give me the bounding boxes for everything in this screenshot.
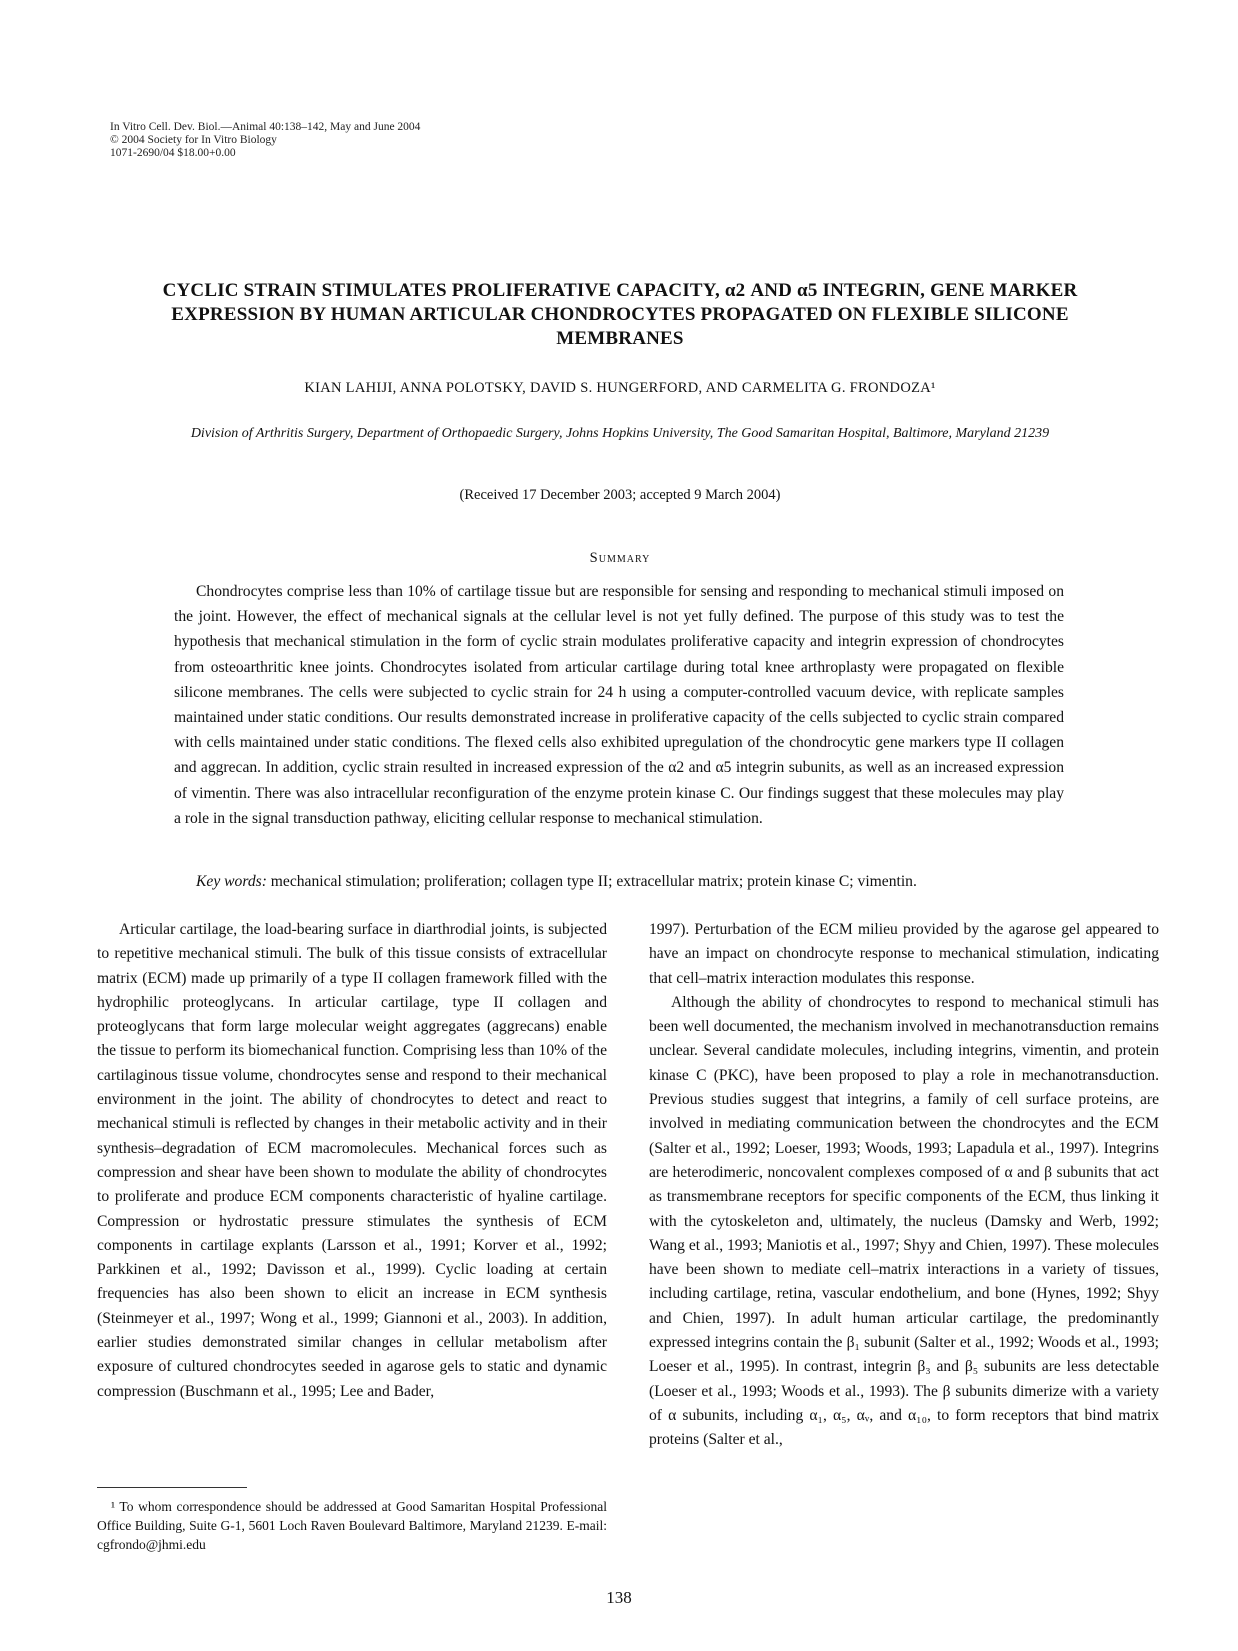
journal-header — [110, 121, 420, 160]
journal-citation: In Vitro Cell. Dev. Biol.—Animal 40:138–142, May and June 2004 — [110, 121, 421, 133]
footnote-divider — [97, 1487, 247, 1488]
body-left-column — [97, 918, 607, 1404]
received-dates: (Received 17 December 2003; accepted 9 March 2004) — [459, 487, 781, 503]
intro-paragraph-2: Although the ability of chondrocytes to respond to mechanical stimuli has been well documented, the mechanism involved in mechanotransduction remains unclear. Several candidate molecules, including integrins, vimentin, and protein kinase C (PKC), have been proposed to play a role in mechanotransduction. Previous studies suggest that integrins, a family of cell surface proteins, are involved in mediating communication between the chondrocytes and the ECM (Salter et al., 1992; Loeser, 1993; Woods, 1993; Lapadula et al., 1997). Integrins are heterodimeric, noncovalent complexes composed of α and β subunits that act as transmembrane receptors for specific components of the ECM, thus linking it with the cytoskeleton and, ultimately, the nucleus (Damsky and Werb, 1992; Wang et al., 1993; Maniotis et al., 1997; Shyy and Chien, 1997). These molecules have been shown to mediate cell–matrix interactions in a variety of tissues, including cartilage, retina, vascular endothelium, and bone (Hynes, 1992; Shyy and Chien, 1997). In adult human articular cartilage, the predominantly expressed integrins contain the β₁ subunit (Salter et al., 1992; Woods et al., 1993; Loeser et al., 1995). In contrast, integrin β₃ and β₅ subunits are less detectable (Loeser et al., 1993; Woods et al., 1993). The β subunits dimerize with a variety of α subunits, including α₁, α₅, αᵥ, and α₁₀, to form receptors that bind matrix proteins (Salter et al., — [649, 993, 1159, 1449]
keywords-text: mechanical stimulation; proliferation; collagen type II; extracellular matrix; protein kinase C; vimentin. — [266, 873, 917, 890]
correspondence-footnote: ¹ To whom correspondence should be addressed at Good Samaritan Hospital Professional Office Building, Suite G-1, 5601 Loch Raven Boulevard Baltimore, Maryland 21239. E-mail: cgfrondo@jhmi.edu — [97, 1499, 607, 1552]
copyright-line: © 2004 Society for In Vitro Biology — [110, 134, 277, 146]
summary-text: Chondrocytes comprise less than 10% of cartilage tissue but are responsible for sensing and responding to mechanical stimuli imposed on the joint. However, the effect of mechanical signals at the cellular level is not yet fully defined. The purpose of this study was to test the hypothesis that mechanical stimulation in the form of cyclic strain modulates proliferative capacity and integrin expression of chondrocytes from osteoarthritic knee joints. Chondrocytes isolated from articular cartilage during total knee arthroplasty were propagated on flexible silicone membranes. The cells were subjected to cyclic strain for 24 h using a computer-controlled vacuum device, with replicate samples maintained under static conditions. Our results demonstrated increase in proliferative capacity of the cells subjected to cyclic strain compared with cells maintained under static conditions. The flexed cells also exhibited upregulation of the chondrocytic gene markers type II collagen and aggrecan. In addition, cyclic strain resulted in increased expression of the α2 and α5 integrin subunits, as well as an increased expression of vimentin. There was also intracellular reconfiguration of the enzyme protein kinase C. Our findings suggest that these molecules may play a role in the signal transduction pathway, eliciting cellular response to mechanical stimulation. — [174, 583, 1064, 827]
intro-paragraph-1-continued: 1997). Perturbation of the ECM milieu provided by the agarose gel appeared to have an impact on chondrocyte response to mechanical stimulation, indicating that cell–matrix interaction modulates this response. — [649, 921, 1159, 987]
article-title: CYCLIC STRAIN STIMULATES PROLIFERATIVE CAPACITY, α2 AND α5 INTEGRIN, GENE MARKER EXPRESSION BY HUMAN ARTICULAR CHONDROCYTES PROPAGATED ON FLEXIBLE SILICONE MEMBRANES — [162, 280, 1078, 349]
affiliation: Division of Arthritis Surgery, Department of Orthopaedic Surgery, Johns Hopkins University, The Good Samaritan Hospital, Baltimore, Maryland 21239 — [190, 426, 1050, 441]
body-right-column — [649, 918, 1159, 1453]
author-list: KIAN LAHIJI, ANNA POLOTSKY, DAVID S. HUNGERFORD, AND CARMELITA G. FRONDOZA¹ — [304, 380, 936, 396]
page-number: 138 — [606, 1588, 632, 1607]
summary-heading: Summary — [589, 550, 651, 566]
keywords-label: Key words: — [196, 873, 267, 890]
issn-line: 1071-2690/04 $18.00+0.00 — [110, 147, 236, 159]
intro-paragraph-1: Articular cartilage, the load-bearing surface in diarthrodial joints, is subjected to repetitive mechanical stimuli. The bulk of this tissue consists of extracellular matrix (ECM) made up primarily of a type II collagen framework filled with the hydrophilic proteoglycans. In articular cartilage, type II collagen and proteoglycans that form large molecular weight aggregates (aggrecans) enable the tissue to perform its biomechanical function. Comprising less than 10% of the cartilaginous tissue volume, chondrocytes sense and respond to their mechanical environment in the joint. The ability of chondrocytes to detect and react to mechanical stimuli is reflected by changes in their metabolic activity and in their synthesis–degradation of ECM macromolecules. Mechanical forces such as compression and shear have been shown to modulate the ability of chondrocytes to proliferate and produce ECM components characteristic of hyaline cartilage. Compression or hydrostatic pressure stimulates the synthesis of ECM components in cartilage explants (Larsson et al., 1991; Korver et al., 1992; Parkkinen et al., 1992; Davisson et al., 1999). Cyclic loading at certain frequencies has also been shown to elicit an increase in ECM synthesis (Steinmeyer et al., 1997; Wong et al., 1999; Giannoni et al., 2003). In addition, earlier studies demonstrated similar changes in cellular metabolism after exposure of cultured chondrocytes seeded in agarose gels to static and dynamic compression (Buschmann et al., 1995; Lee and Bader, — [97, 921, 607, 1400]
keywords — [174, 869, 1064, 894]
